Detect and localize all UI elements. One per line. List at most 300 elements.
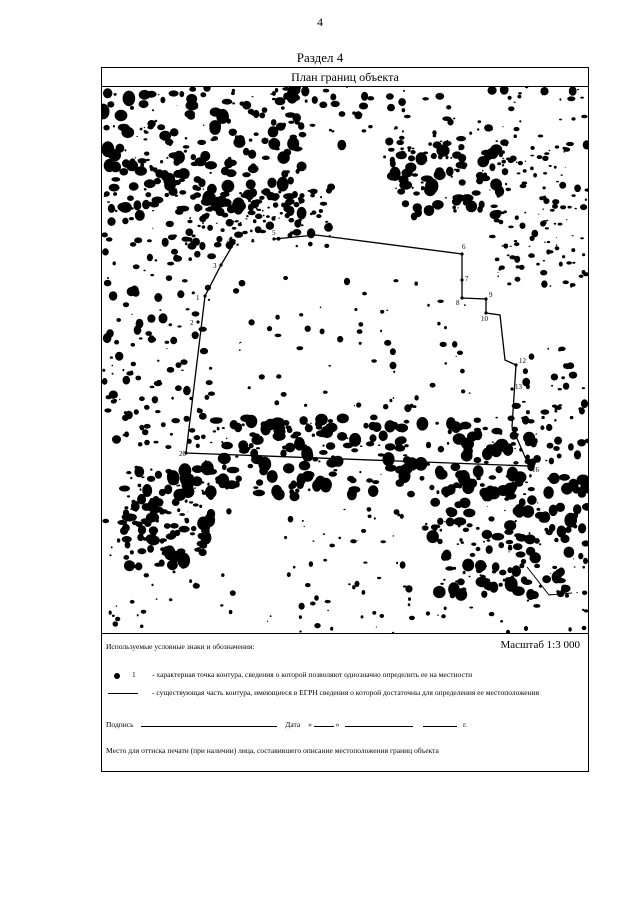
terrain-speck bbox=[139, 90, 151, 100]
terrain-speck bbox=[507, 254, 510, 256]
terrain-speck bbox=[560, 205, 566, 209]
terrain-speck bbox=[315, 421, 323, 428]
terrain-speck bbox=[505, 144, 507, 147]
terrain-speck bbox=[450, 157, 452, 159]
terrain-speck bbox=[350, 539, 357, 543]
terrain-speck bbox=[549, 458, 554, 465]
terrain-speck bbox=[111, 399, 117, 403]
terrain-speck bbox=[457, 543, 460, 545]
terrain-speck bbox=[152, 109, 154, 111]
terrain-speck bbox=[301, 133, 305, 138]
terrain-speck bbox=[582, 609, 584, 611]
terrain-speck bbox=[281, 392, 287, 397]
terrain-speck bbox=[458, 144, 464, 150]
terrain-speck bbox=[237, 208, 240, 210]
terrain-speck bbox=[324, 244, 329, 248]
terrain-speck bbox=[482, 448, 493, 461]
terrain-speck bbox=[515, 277, 521, 282]
boundary-point-marker bbox=[196, 320, 199, 323]
terrain-speck bbox=[116, 318, 121, 322]
terrain-speck bbox=[187, 114, 195, 120]
terrain-speck bbox=[141, 610, 147, 614]
boundary-point-marker bbox=[527, 464, 530, 467]
terrain-speck bbox=[399, 136, 405, 140]
terrain-speck bbox=[296, 245, 298, 247]
terrain-speck bbox=[197, 547, 201, 549]
terrain-speck bbox=[293, 229, 302, 236]
terrain-speck bbox=[357, 329, 363, 334]
terrain-speck bbox=[312, 480, 321, 492]
terrain-speck bbox=[207, 225, 213, 231]
terrain-speck bbox=[387, 104, 395, 111]
terrain-speck bbox=[423, 187, 426, 189]
terrain-speck bbox=[489, 190, 491, 191]
terrain-speck bbox=[147, 125, 153, 129]
terrain-speck bbox=[396, 436, 406, 444]
terrain-speck bbox=[531, 458, 534, 462]
terrain-speck bbox=[361, 92, 368, 101]
terrain-speck bbox=[313, 541, 315, 542]
terrain-speck bbox=[123, 376, 131, 385]
terrain-speck bbox=[214, 242, 222, 248]
terrain-speck bbox=[290, 135, 297, 140]
terrain-speck bbox=[184, 150, 187, 153]
terrain-speck bbox=[208, 299, 210, 301]
terrain-speck bbox=[567, 96, 575, 101]
terrain-speck bbox=[523, 493, 526, 495]
terrain-speck bbox=[232, 102, 235, 104]
terrain-speck bbox=[304, 526, 305, 527]
terrain-speck bbox=[349, 433, 361, 447]
terrain-speck bbox=[457, 473, 462, 479]
terrain-speck bbox=[412, 187, 414, 189]
terrain-speck bbox=[352, 585, 355, 589]
terrain-speck bbox=[131, 362, 136, 367]
terrain-speck bbox=[129, 217, 134, 220]
terrain-speck bbox=[497, 195, 500, 198]
terrain-speck bbox=[471, 543, 476, 546]
terrain-speck bbox=[171, 397, 174, 400]
terrain-speck bbox=[150, 274, 154, 276]
terrain-speck bbox=[540, 270, 547, 276]
terrain-speck bbox=[557, 405, 561, 410]
terrain-speck bbox=[176, 106, 177, 107]
terrain-speck bbox=[135, 562, 142, 570]
terrain-speck bbox=[502, 168, 508, 175]
terrain-speck bbox=[113, 125, 115, 128]
terrain-speck bbox=[169, 323, 173, 326]
terrain-speck bbox=[134, 409, 139, 414]
terrain-speck bbox=[524, 626, 528, 631]
terrain-speck bbox=[138, 442, 143, 446]
terrain-speck bbox=[170, 433, 173, 436]
terrain-speck bbox=[282, 123, 286, 128]
terrain-speck bbox=[329, 471, 337, 476]
terrain-speck bbox=[184, 207, 189, 210]
terrain-speck bbox=[188, 257, 192, 261]
terrain-speck bbox=[144, 188, 147, 191]
terrain-speck bbox=[138, 158, 147, 164]
terrain-speck bbox=[257, 209, 261, 211]
terrain-speck bbox=[518, 161, 523, 165]
terrain-speck bbox=[130, 242, 136, 247]
terrain-speck bbox=[393, 279, 398, 282]
terrain-speck bbox=[143, 138, 147, 140]
terrain-speck bbox=[318, 460, 320, 462]
terrain-speck bbox=[344, 278, 350, 285]
signature-field[interactable] bbox=[141, 719, 277, 727]
terrain-speck bbox=[530, 146, 534, 150]
terrain-speck bbox=[389, 399, 392, 403]
terrain-speck bbox=[435, 167, 444, 174]
terrain-speck bbox=[514, 477, 516, 479]
terrain-speck bbox=[557, 454, 562, 459]
terrain-speck bbox=[355, 581, 360, 587]
terrain-speck bbox=[568, 206, 572, 209]
terrain-speck bbox=[310, 124, 316, 127]
terrain-speck bbox=[499, 570, 506, 576]
terrain-speck bbox=[127, 495, 130, 497]
terrain-speck bbox=[492, 570, 496, 573]
terrain-speck bbox=[529, 353, 535, 359]
terrain-speck bbox=[288, 121, 294, 124]
terrain-speck bbox=[447, 442, 449, 445]
terrain-speck bbox=[363, 423, 368, 429]
terrain-speck bbox=[525, 482, 528, 484]
terrain-speck bbox=[524, 534, 536, 544]
date-month-field[interactable] bbox=[345, 719, 413, 727]
terrain-speck bbox=[514, 134, 517, 138]
terrain-speck bbox=[469, 132, 472, 135]
terrain-speck bbox=[305, 326, 311, 332]
terrain-speck bbox=[517, 172, 521, 174]
terrain-speck bbox=[179, 190, 186, 195]
terrain-speck bbox=[506, 158, 510, 161]
terrain-speck bbox=[242, 231, 248, 234]
terrain-speck bbox=[232, 227, 237, 230]
terrain-speck bbox=[559, 182, 566, 189]
terrain-speck bbox=[553, 446, 560, 451]
terrain-speck bbox=[523, 169, 527, 173]
terrain-speck bbox=[570, 286, 572, 288]
terrain-speck bbox=[140, 425, 145, 431]
terrain-speck bbox=[476, 177, 483, 184]
terrain-speck bbox=[248, 204, 254, 211]
terrain-speck bbox=[534, 564, 540, 568]
terrain-speck bbox=[400, 147, 404, 150]
terrain-speck bbox=[503, 579, 506, 582]
terrain-speck bbox=[518, 92, 522, 94]
terrain-speck bbox=[390, 157, 395, 164]
terrain-speck bbox=[253, 486, 258, 489]
terrain-speck bbox=[528, 253, 535, 258]
terrain-speck bbox=[312, 96, 318, 104]
terrain-speck bbox=[155, 259, 158, 261]
terrain-speck bbox=[411, 150, 416, 154]
terrain-speck bbox=[299, 416, 307, 425]
terrain-speck bbox=[467, 523, 473, 527]
terrain-speck bbox=[199, 413, 207, 420]
terrain-speck bbox=[539, 543, 541, 545]
terrain-speck bbox=[527, 419, 534, 423]
terrain-speck bbox=[461, 541, 464, 544]
terrain-speck bbox=[316, 214, 321, 218]
terrain-speck bbox=[102, 248, 109, 255]
terrain-speck bbox=[552, 474, 559, 483]
boundary-point-marker bbox=[460, 252, 463, 255]
terrain-speck bbox=[124, 431, 129, 437]
terrain-speck bbox=[210, 417, 223, 424]
terrain-speck bbox=[354, 308, 357, 311]
terrain-speck bbox=[267, 326, 272, 331]
terrain-speck bbox=[185, 228, 193, 236]
terrain-speck bbox=[167, 367, 175, 373]
terrain-speck bbox=[233, 288, 239, 294]
terrain-speck bbox=[542, 156, 548, 161]
terrain-speck bbox=[383, 155, 386, 158]
terrain-speck bbox=[238, 244, 239, 245]
terrain-speck bbox=[530, 167, 534, 171]
terrain-speck bbox=[362, 129, 367, 132]
terrain-speck bbox=[299, 147, 303, 150]
terrain-speck bbox=[487, 506, 488, 507]
terrain-speck bbox=[115, 210, 118, 212]
terrain-speck bbox=[435, 422, 439, 425]
terrain-speck bbox=[283, 205, 290, 212]
terrain-speck bbox=[557, 526, 567, 538]
terrain-speck bbox=[368, 485, 378, 497]
terrain-speck bbox=[205, 200, 211, 204]
terrain-speck bbox=[486, 545, 493, 554]
terrain-speck bbox=[209, 172, 212, 174]
terrain-speck bbox=[185, 518, 190, 524]
boundary-point-label: 5 bbox=[272, 229, 276, 237]
terrain-speck bbox=[470, 553, 476, 557]
terrain-speck bbox=[135, 376, 141, 381]
terrain-speck bbox=[464, 304, 466, 306]
terrain-speck bbox=[252, 451, 254, 453]
terrain-speck bbox=[115, 352, 123, 361]
terrain-speck bbox=[580, 237, 584, 239]
terrain-speck bbox=[508, 96, 512, 100]
date-year-field[interactable] bbox=[423, 719, 457, 727]
terrain-speck bbox=[278, 218, 279, 219]
terrain-speck bbox=[176, 485, 178, 487]
terrain-speck bbox=[199, 549, 207, 556]
terrain-speck bbox=[469, 479, 477, 488]
terrain-speck bbox=[144, 152, 149, 156]
terrain-speck bbox=[162, 238, 169, 247]
terrain-speck bbox=[483, 541, 485, 543]
terrain-speck bbox=[187, 243, 196, 250]
terrain-speck bbox=[480, 575, 484, 579]
terrain-speck bbox=[158, 94, 159, 96]
terrain-speck bbox=[295, 121, 300, 124]
terrain-speck bbox=[288, 218, 294, 223]
terrain-speck bbox=[534, 538, 539, 544]
terrain-speck bbox=[173, 159, 180, 166]
terrain-speck bbox=[431, 154, 437, 159]
terrain-speck bbox=[361, 615, 364, 618]
terrain-speck bbox=[195, 187, 201, 191]
terrain-speck bbox=[138, 548, 147, 554]
terrain-speck bbox=[246, 215, 248, 217]
terrain-speck bbox=[501, 212, 505, 215]
terrain-speck bbox=[513, 587, 514, 588]
terrain-speck bbox=[119, 202, 132, 213]
terrain-speck bbox=[380, 540, 386, 543]
terrain-speck bbox=[146, 518, 153, 524]
terrain-speck bbox=[380, 330, 382, 333]
terrain-speck bbox=[544, 528, 548, 532]
terrain-speck bbox=[491, 205, 497, 208]
terrain-speck bbox=[385, 138, 393, 146]
terrain-speck bbox=[425, 523, 428, 525]
terrain-speck bbox=[230, 590, 236, 596]
terrain-speck bbox=[401, 464, 413, 472]
terrain-speck bbox=[310, 194, 315, 198]
terrain-speck bbox=[114, 93, 117, 96]
terrain-speck bbox=[104, 280, 112, 287]
terrain-speck bbox=[241, 209, 244, 211]
terrain-speck bbox=[216, 236, 222, 242]
terrain-speck bbox=[206, 380, 213, 385]
terrain-speck bbox=[546, 424, 552, 431]
point-symbol-icon bbox=[114, 673, 120, 679]
terrain-speck bbox=[226, 169, 237, 177]
stamp-note: Место для оттиска печати (при наличии) лица, составившего описание местоположения границ объекта bbox=[106, 746, 439, 755]
boundary-point-marker bbox=[514, 363, 517, 366]
terrain-speck bbox=[170, 523, 179, 529]
terrain-speck bbox=[296, 169, 300, 174]
terrain-speck bbox=[170, 128, 179, 136]
terrain-speck bbox=[119, 168, 128, 175]
terrain-speck bbox=[308, 488, 311, 491]
terrain-speck bbox=[203, 125, 204, 127]
terrain-speck bbox=[198, 178, 205, 187]
terrain-speck bbox=[112, 365, 114, 367]
terrain-speck bbox=[427, 304, 430, 307]
terrain-speck bbox=[432, 130, 436, 135]
terrain-speck bbox=[409, 616, 415, 620]
terrain-speck bbox=[123, 555, 129, 560]
terrain-speck bbox=[250, 230, 253, 233]
terrain-speck bbox=[388, 148, 395, 152]
terrain-speck bbox=[580, 204, 587, 210]
terrain-speck bbox=[495, 147, 498, 150]
terrain-speck bbox=[333, 469, 337, 471]
terrain-speck bbox=[299, 615, 302, 619]
terrain-speck bbox=[230, 423, 231, 424]
terrain-speck bbox=[185, 500, 188, 503]
terrain-speck bbox=[427, 530, 439, 543]
boundary-point-label: 10 bbox=[481, 315, 488, 323]
terrain-speck bbox=[301, 224, 304, 226]
terrain-speck bbox=[337, 140, 346, 151]
terrain-speck bbox=[435, 93, 444, 100]
terrain-speck bbox=[248, 109, 254, 115]
terrain-speck bbox=[203, 189, 204, 190]
terrain-speck bbox=[533, 455, 541, 463]
date-day-field[interactable] bbox=[314, 719, 334, 727]
terrain-speck bbox=[254, 433, 260, 439]
boundary-point-label: 3 bbox=[213, 262, 217, 270]
terrain-speck bbox=[469, 607, 473, 609]
terrain-speck bbox=[577, 89, 579, 90]
terrain-speck bbox=[571, 248, 575, 252]
terrain-speck bbox=[483, 427, 489, 430]
terrain-speck bbox=[566, 261, 572, 264]
terrain-speck bbox=[446, 422, 451, 426]
terrain-speck bbox=[310, 602, 316, 606]
terrain-speck bbox=[175, 209, 183, 215]
terrain-speck bbox=[436, 490, 439, 494]
terrain-speck bbox=[140, 488, 142, 491]
terrain-speck bbox=[160, 97, 165, 103]
terrain-speck bbox=[130, 184, 134, 187]
terrain-speck bbox=[498, 187, 502, 189]
terrain-speck bbox=[385, 443, 396, 450]
terrain-speck bbox=[525, 161, 527, 162]
terrain-speck bbox=[422, 97, 429, 100]
terrain-speck bbox=[248, 150, 256, 159]
terrain-speck bbox=[173, 571, 176, 574]
terrain-speck bbox=[514, 256, 520, 263]
terrain-speck bbox=[122, 536, 132, 543]
terrain-speck bbox=[229, 610, 233, 614]
terrain-speck bbox=[193, 583, 200, 589]
terrain-speck bbox=[328, 365, 331, 367]
terrain-speck bbox=[212, 136, 218, 141]
terrain-speck bbox=[192, 331, 199, 339]
terrain-speck bbox=[547, 348, 549, 350]
terrain-speck bbox=[497, 275, 499, 277]
terrain-speck bbox=[489, 163, 495, 171]
terrain-speck bbox=[549, 150, 551, 152]
terrain-speck bbox=[554, 437, 562, 445]
terrain-speck bbox=[517, 95, 521, 99]
terrain-speck bbox=[122, 369, 124, 372]
point-description: - характерная точка контура, сведения о которой позволяют однозначно определить ее на местности bbox=[152, 670, 473, 679]
terrain-speck bbox=[526, 410, 530, 414]
terrain-speck bbox=[575, 208, 577, 210]
terrain-speck bbox=[137, 494, 146, 505]
terrain-speck bbox=[515, 574, 517, 576]
terrain-speck bbox=[519, 120, 521, 122]
terrain-speck bbox=[538, 135, 544, 138]
terrain-speck bbox=[469, 576, 471, 578]
terrain-speck bbox=[579, 275, 584, 278]
terrain-speck bbox=[234, 232, 243, 238]
terrain-speck bbox=[430, 383, 436, 388]
terrain-speck bbox=[102, 519, 109, 523]
terrain-speck bbox=[319, 102, 327, 109]
terrain-speck bbox=[576, 510, 580, 512]
terrain-speck bbox=[437, 518, 443, 525]
terrain-speck bbox=[370, 434, 377, 442]
terrain-speck bbox=[505, 577, 518, 592]
terrain-speck bbox=[476, 568, 482, 573]
terrain-speck bbox=[165, 193, 170, 197]
terrain-speck bbox=[265, 421, 268, 424]
terrain-speck bbox=[277, 151, 289, 164]
terrain-speck bbox=[297, 207, 307, 220]
terrain-speck bbox=[366, 478, 373, 482]
terrain-speck bbox=[502, 245, 505, 246]
terrain-speck bbox=[268, 199, 270, 201]
point-symbol-number: 1 bbox=[132, 670, 136, 679]
terrain-speck bbox=[405, 163, 416, 173]
